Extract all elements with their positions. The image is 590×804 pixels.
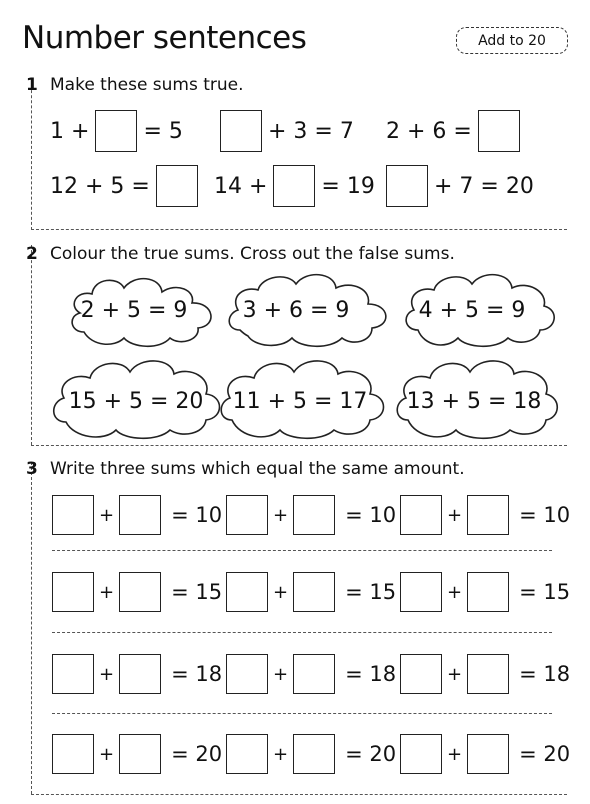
answer-box[interactable] xyxy=(52,654,94,694)
answer-box[interactable] xyxy=(119,572,161,612)
sum-3-4-2: + = 20 xyxy=(226,734,396,774)
sum-1-2: + 3 = 7 xyxy=(214,110,354,152)
answer-box[interactable] xyxy=(226,572,268,612)
section-1-number: 1 xyxy=(26,75,38,95)
section-3-instruction: Write three sums which equal the same amount. xyxy=(50,459,465,479)
section-divider xyxy=(31,794,567,795)
row-divider xyxy=(52,632,552,633)
row-divider xyxy=(52,713,552,714)
sum-1-3: 2 + 6 = xyxy=(386,110,526,152)
answer-box[interactable] xyxy=(400,734,442,774)
sum-3-2-2: + = 15 xyxy=(226,572,396,612)
cloud-2[interactable] xyxy=(229,275,386,347)
cloud-5[interactable] xyxy=(221,361,383,438)
answer-box[interactable] xyxy=(293,734,335,774)
sum-3-4-3: + = 20 xyxy=(400,734,570,774)
section-3-number: 3 xyxy=(26,459,38,479)
sum-1-6: + 7 = 20 xyxy=(380,165,534,207)
sum-3-1-2: + = 10 xyxy=(226,495,396,535)
page-title: Number sentences xyxy=(22,20,307,56)
sum-3-3-1: + = 18 xyxy=(52,654,222,694)
answer-box[interactable] xyxy=(52,734,94,774)
cloud-4-text: 15 + 5 = 20 xyxy=(68,389,204,414)
cloud-3[interactable] xyxy=(406,275,554,347)
topic-badge: Add to 20 xyxy=(456,27,568,54)
answer-box[interactable] xyxy=(119,734,161,774)
row-divider xyxy=(52,550,552,551)
answer-box[interactable] xyxy=(293,572,335,612)
sum-3-3-2: + = 18 xyxy=(226,654,396,694)
answer-box[interactable] xyxy=(226,654,268,694)
cloud-5-text: 11 + 5 = 17 xyxy=(232,389,368,414)
sum-1-5: 14 + = 19 xyxy=(214,165,375,207)
answer-box[interactable] xyxy=(467,495,509,535)
section-1-instruction: Make these sums true. xyxy=(50,75,244,95)
sum-3-2-1: + = 15 xyxy=(52,572,222,612)
section-2-instruction: Colour the true sums. Cross out the false sums. xyxy=(50,244,455,264)
answer-box[interactable] xyxy=(467,654,509,694)
cloud-4[interactable] xyxy=(54,361,220,438)
answer-box[interactable] xyxy=(293,495,335,535)
sum-3-2-3: + = 15 xyxy=(400,572,570,612)
sum-3-3-3: + = 18 xyxy=(400,654,570,694)
cloud-1[interactable] xyxy=(72,279,211,347)
answer-box[interactable] xyxy=(226,734,268,774)
answer-box[interactable] xyxy=(52,572,94,612)
cloud-2-text: 3 + 6 = 9 xyxy=(242,298,350,323)
answer-box[interactable] xyxy=(467,572,509,612)
answer-box[interactable] xyxy=(400,495,442,535)
answer-box[interactable] xyxy=(293,654,335,694)
answer-box[interactable] xyxy=(52,495,94,535)
section-divider xyxy=(31,445,567,446)
answer-box[interactable] xyxy=(400,572,442,612)
sum-3-4-1: + = 20 xyxy=(52,734,222,774)
answer-box[interactable] xyxy=(119,495,161,535)
sum-3-1-3: + = 10 xyxy=(400,495,570,535)
sum-3-1-1: + = 10 xyxy=(52,495,222,535)
sum-1-4: 12 + 5 = xyxy=(50,165,204,207)
section-2-number: 2 xyxy=(26,244,38,264)
cloud-3-text: 4 + 5 = 9 xyxy=(418,298,526,323)
answer-box[interactable] xyxy=(226,495,268,535)
sum-1-1: 1 + = 5 xyxy=(50,110,183,152)
cloud-1-text: 2 + 5 = 9 xyxy=(80,298,188,323)
answer-box[interactable] xyxy=(467,734,509,774)
answer-box[interactable] xyxy=(119,654,161,694)
answer-box[interactable] xyxy=(400,654,442,694)
cloud-6[interactable] xyxy=(397,361,557,438)
cloud-6-text: 13 + 5 = 18 xyxy=(406,389,542,414)
section-3-border xyxy=(31,462,32,794)
